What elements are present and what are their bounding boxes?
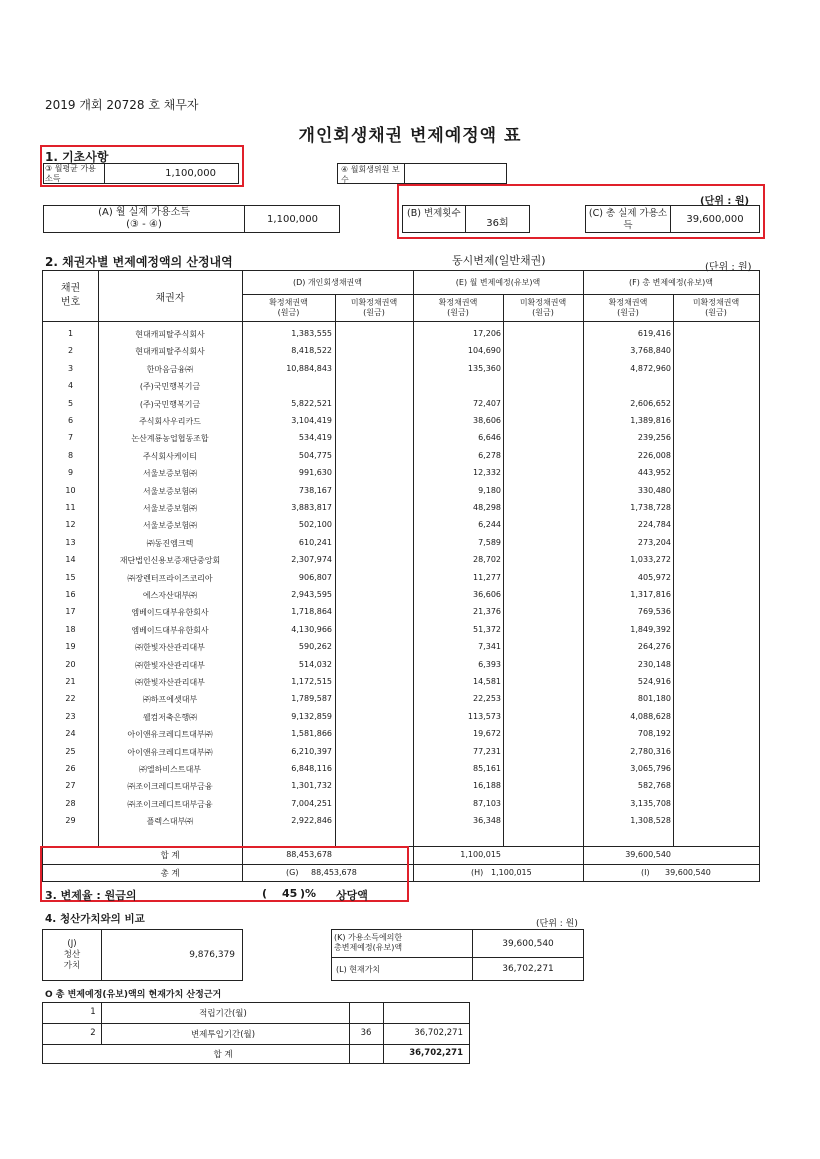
sum-f: 39,600,540 [625, 850, 671, 859]
monthly-income-box [43, 163, 239, 184]
unit-label-2: (단위 : 원) [705, 262, 752, 273]
row-f-confirmed: 1,849,392 [630, 624, 671, 634]
total-h-prefix: (H) [471, 868, 484, 877]
table-row [43, 468, 759, 485]
a-value: 1,100,000 [267, 214, 318, 225]
row-no: 3 [67, 363, 74, 373]
present-value-basis-table [42, 1002, 470, 1064]
row-e-confirmed: 77,231 [473, 746, 501, 756]
table-row [43, 816, 759, 833]
row-d-confirmed: 7,004,251 [291, 798, 332, 808]
basis-row-1-label: 적립기간(월) [199, 1009, 247, 1019]
b-label: (B) 변제횟수 [407, 208, 461, 219]
row-no: 24 [65, 729, 76, 739]
row-creditor: 주식회사케이티 [142, 451, 198, 461]
row-f-confirmed: 230,148 [637, 659, 671, 669]
section1-heading: 1. 기초사항 [45, 150, 109, 164]
table-row [43, 520, 759, 537]
section4-heading: 4. 청산가치와의 비교 [45, 913, 145, 925]
row-f-confirmed: 1,738,728 [630, 503, 671, 512]
case-number-line: 2019 개회 20728 호 채무자 [45, 98, 199, 112]
row-creditor: 엠베이드대부유한회사 [131, 625, 209, 635]
col-header-creditor: 채권자 [155, 292, 185, 304]
table-row [43, 677, 759, 694]
row-e-confirmed: 104,690 [467, 346, 501, 356]
row-no: 16 [65, 590, 76, 599]
row-no: 27 [65, 781, 76, 791]
k-value: 39,600,540 [502, 939, 554, 949]
row-f-confirmed: 224,784 [637, 520, 671, 530]
row-f-confirmed: 264,276 [637, 642, 671, 652]
row-creditor: (주)국민행복기금 [139, 399, 201, 409]
row-d-confirmed: 738,167 [298, 485, 332, 495]
table-row [43, 607, 759, 624]
row-e-confirmed: 38,606 [473, 416, 501, 425]
row-d-confirmed: 2,943,595 [291, 590, 332, 599]
table-row [43, 660, 759, 677]
row-no: 6 [67, 416, 74, 425]
row-no: 14 [65, 555, 76, 565]
j-label: (J) 청산 가치 [63, 938, 81, 971]
repayment-rate-label: 3. 변제율 : 원금의 [45, 889, 137, 902]
row-f-confirmed: 2,606,652 [630, 398, 671, 408]
table-row [43, 433, 759, 450]
row-no: 10 [65, 485, 76, 495]
row-f-confirmed: 405,972 [637, 572, 671, 582]
row-e-confirmed: 9,180 [478, 485, 501, 495]
unit-label-1: (단위 : 원) [700, 196, 750, 207]
table-row [43, 416, 759, 433]
row-creditor: 웰컴저축은행㈜ [142, 712, 198, 722]
row-e-confirmed: 87,103 [473, 798, 501, 808]
row-d-confirmed: 534,419 [298, 433, 332, 443]
row-creditor: (주)국민행복기금 [139, 382, 201, 392]
table-row [43, 381, 759, 398]
total-i-prefix: (I) [641, 868, 650, 877]
monthly-income-value: 1,100,000 [165, 168, 216, 179]
monthly-income-label: ③ 월평균 가용소득 [45, 164, 96, 183]
table-row [43, 503, 759, 520]
basis-sum-value: 36,702,271 [409, 1048, 463, 1058]
row-f-confirmed: 708,192 [637, 729, 671, 739]
row-e-confirmed: 16,188 [473, 781, 501, 791]
table-row [43, 712, 759, 729]
basis-row-2-value: 36,702,271 [414, 1028, 463, 1038]
a-label: (A) 월 실제 가용소득 (③ - ④) [98, 207, 190, 230]
row-e-confirmed: 48,298 [473, 503, 501, 512]
row-e-confirmed: 51,372 [473, 624, 501, 634]
row-e-confirmed: 6,244 [478, 520, 501, 530]
col-header-f: (F) 총 변제예정(유보)액 [629, 278, 713, 287]
c-value: 39,600,000 [686, 214, 744, 225]
page-title: 개인회생채권 변제예정액 표 [298, 126, 522, 146]
row-d-confirmed: 2,307,974 [291, 555, 332, 565]
row-no: 9 [67, 468, 74, 478]
l-value: 36,702,271 [502, 964, 554, 974]
section2-heading: 2. 채권자별 변제예정액의 산정내역 [45, 255, 233, 269]
row-d-confirmed: 1,383,555 [291, 329, 332, 338]
row-d-confirmed: 1,172,515 [291, 677, 332, 686]
table-row [43, 799, 759, 816]
table-row [43, 555, 759, 572]
row-d-confirmed: 3,104,419 [291, 416, 332, 425]
row-f-confirmed: 443,952 [637, 468, 671, 478]
row-creditor: 한마음금융㈜ [146, 364, 194, 374]
row-f-confirmed: 3,135,708 [630, 798, 671, 808]
sub-header-d-confirmed: 확정채권액 (원금) [269, 297, 308, 317]
row-f-confirmed: 582,768 [637, 781, 671, 791]
row-f-confirmed: 330,480 [637, 485, 671, 495]
row-creditor: ㈜조이크레디트대부금융 [127, 799, 213, 809]
repayment-rate-open: ( [262, 887, 268, 900]
row-d-confirmed: 6,848,116 [291, 764, 332, 773]
table-row [43, 764, 759, 781]
row-creditor: 서울보증보험㈜ [142, 521, 198, 531]
sub-header-f-confirmed: 확정채권액 (원금) [608, 297, 648, 317]
row-e-confirmed: 21,376 [473, 607, 501, 617]
table-row [43, 642, 759, 659]
row-f-confirmed: 2,780,316 [630, 746, 671, 756]
row-d-confirmed: 502,100 [298, 520, 332, 530]
row-f-confirmed: 239,256 [637, 433, 671, 443]
row-creditor: ㈜한빛자산관리대부 [135, 643, 205, 653]
row-f-confirmed: 1,033,272 [630, 555, 671, 565]
row-e-confirmed: 36,606 [473, 590, 501, 599]
row-e-confirmed: 6,646 [478, 433, 501, 443]
table-row [43, 486, 759, 503]
commissioner-fee-label: ④ 월회생위원 보수 [341, 165, 400, 184]
row-no: 2 [67, 346, 74, 356]
row-no: 18 [65, 624, 76, 634]
row-no: 1 [67, 329, 74, 338]
col-header-no: 채권 번호 [60, 283, 81, 308]
table-row [43, 346, 759, 363]
row-no: 20 [65, 659, 76, 669]
row-d-confirmed: 3,883,817 [291, 503, 332, 512]
row-d-confirmed: 991,630 [298, 468, 332, 478]
row-f-confirmed: 769,536 [637, 607, 671, 617]
row-creditor: 에스자산대부㈜ [142, 591, 198, 600]
row-e-confirmed: 72,407 [473, 398, 501, 408]
basis-row-1-no: 1 [90, 1007, 96, 1017]
sub-header-f-unconfirmed: 미확정채권액 (원금) [692, 297, 740, 317]
basis-sum-label: 합 계 [213, 1050, 233, 1060]
total-h: 1,100,015 [491, 868, 532, 877]
sub-header-e-unconfirmed: 미확정채권액 (원금) [519, 297, 567, 317]
row-f-confirmed: 524,916 [637, 677, 671, 686]
table-row [43, 694, 759, 711]
row-f-confirmed: 4,872,960 [630, 363, 671, 373]
row-e-confirmed: 7,589 [478, 537, 501, 547]
row-d-confirmed: 5,822,521 [291, 398, 332, 408]
row-f-confirmed: 4,088,628 [630, 711, 671, 721]
table-row [43, 625, 759, 642]
row-d-confirmed: 906,807 [298, 572, 332, 582]
sum-e: 1,100,015 [460, 850, 501, 859]
row-e-confirmed: 135,360 [467, 363, 501, 373]
row-creditor: ㈜조이크레디트대부금융 [127, 782, 213, 792]
row-f-confirmed: 1,317,816 [630, 590, 671, 599]
row-no: 25 [65, 746, 76, 756]
row-no: 12 [65, 520, 76, 530]
row-d-confirmed: 4,130,966 [291, 624, 332, 634]
table-row [43, 329, 759, 346]
row-f-confirmed: 226,008 [637, 450, 671, 460]
row-no: 22 [65, 694, 76, 704]
table-row [43, 538, 759, 555]
row-e-confirmed: 7,341 [478, 642, 501, 652]
row-no: 19 [65, 642, 76, 652]
table-row [43, 399, 759, 416]
row-creditor: 현대캐피탈주식회사 [135, 347, 205, 357]
unit-label-4: (단위 : 원) [536, 919, 578, 929]
row-e-confirmed: 6,278 [478, 450, 501, 460]
row-no: 5 [67, 398, 74, 408]
row-e-confirmed: 113,573 [467, 711, 501, 721]
row-d-confirmed: 504,775 [298, 450, 332, 460]
section5-heading: O 총 변제예정(유보)액의 현재가치 산정근거 [45, 990, 222, 1000]
box-a [43, 205, 340, 233]
liquidation-value-box [42, 929, 243, 981]
row-creditor: ㈜한빛자산관리대부 [135, 660, 205, 670]
row-d-confirmed: 1,789,587 [291, 694, 332, 704]
row-no: 4 [67, 381, 74, 391]
table-row [43, 573, 759, 590]
box-c [585, 205, 760, 233]
total-g-prefix: (G) [286, 868, 299, 877]
row-no: 11 [65, 503, 76, 512]
row-creditor: 아이앤유크레디트대부㈜ [127, 747, 213, 757]
row-e-confirmed: 19,672 [473, 729, 501, 739]
row-f-confirmed: 1,389,816 [630, 416, 671, 425]
row-no: 29 [65, 816, 76, 826]
b-value: 36회 [486, 218, 509, 229]
table-row [43, 781, 759, 798]
box-b [402, 205, 530, 233]
row-creditor: 논산계룡농업협동조합 [131, 434, 209, 444]
row-e-confirmed: 12,332 [473, 468, 501, 478]
row-creditor: 재단법인신용보증재단중앙회 [119, 556, 221, 566]
total-g: 88,453,678 [311, 868, 357, 877]
row-creditor: 아이앤유크레디트대부㈜ [127, 730, 213, 740]
row-f-confirmed: 1,308,528 [630, 816, 671, 826]
table-row [43, 729, 759, 746]
row-d-confirmed: 1,581,866 [291, 729, 332, 739]
row-creditor: 현대캐피탈주식회사 [135, 330, 205, 339]
row-d-confirmed: 8,418,522 [291, 346, 332, 356]
j-value: 9,876,379 [189, 950, 235, 960]
row-no: 17 [65, 607, 76, 617]
row-creditor: 서울보증보험㈜ [142, 486, 198, 496]
row-creditor: 플렉스대부㈜ [146, 817, 194, 827]
row-d-confirmed: 2,922,846 [291, 816, 332, 826]
total-label: 총 계 [160, 868, 180, 879]
table-row [43, 364, 759, 381]
k-label: (K) 가용소득에의한 총변제예정(유보)액 [334, 933, 403, 952]
row-f-confirmed: 619,416 [637, 329, 671, 338]
col-header-d: (D) 개인회생채권액 [292, 278, 363, 287]
row-creditor: ㈜한빛자산관리대부 [135, 678, 205, 687]
row-creditor: 엠베이드대부유한회사 [131, 608, 209, 618]
row-no: 23 [65, 711, 76, 721]
row-no: 8 [67, 450, 74, 460]
row-creditor: ㈜엘하비스트대부 [138, 765, 202, 774]
row-no: 15 [65, 572, 76, 582]
basis-row-2-label: 변제투입기간(월) [190, 1030, 256, 1040]
row-creditor: ㈜장렌터프라이즈코리아 [127, 573, 213, 583]
creditor-table [42, 270, 760, 882]
creditor-rows [43, 321, 759, 846]
l-label: (L) 현재가치 [336, 965, 381, 974]
sub-header-d-unconfirmed: 미확정채권액 (원금) [350, 297, 398, 317]
row-d-confirmed: 9,132,859 [291, 711, 332, 721]
row-creditor: ㈜동진엠크텍 [146, 538, 194, 548]
row-creditor: 주식회사우리카드 [139, 417, 201, 426]
table-row [43, 451, 759, 468]
table-row [43, 747, 759, 764]
row-e-confirmed: 22,253 [473, 694, 501, 704]
total-i: 39,600,540 [665, 868, 711, 877]
row-d-confirmed: 6,210,397 [291, 746, 332, 756]
row-no: 21 [65, 677, 76, 686]
col-header-e: (E) 월 변제예정(유보)액 [455, 278, 541, 287]
row-e-confirmed: 14,581 [473, 677, 501, 686]
row-f-confirmed: 801,180 [637, 694, 671, 704]
repayment-rate-value: 45 [282, 887, 298, 900]
section2-subtitle: 동시변제(일반채권) [452, 254, 546, 267]
commissioner-fee-box [337, 163, 507, 184]
row-f-confirmed: 273,204 [637, 537, 671, 547]
repayment-rate-close: )% [300, 887, 317, 900]
row-d-confirmed: 1,301,732 [291, 781, 332, 791]
sum-label: 합 계 [160, 851, 180, 861]
row-f-confirmed: 3,065,796 [630, 764, 671, 773]
row-e-confirmed: 6,393 [478, 659, 501, 669]
basis-row-2-no: 2 [90, 1028, 96, 1038]
row-creditor: 서울보증보험㈜ [142, 504, 198, 513]
row-no: 7 [67, 433, 74, 443]
row-creditor: ㈜하프에셋대부 [142, 695, 198, 705]
c-label: (C) 총 실제 가용소득 [588, 208, 668, 231]
table-row [43, 590, 759, 607]
present-value-box [331, 929, 584, 981]
sub-header-e-confirmed: 확정채권액 (원금) [438, 297, 478, 317]
row-d-confirmed: 10,884,843 [286, 363, 332, 373]
basis-row-2-months: 36 [360, 1028, 372, 1038]
sum-d: 88,453,678 [286, 850, 332, 859]
row-d-confirmed: 1,718,864 [291, 607, 332, 617]
row-creditor: 서울보증보험㈜ [142, 469, 198, 479]
row-e-confirmed: 36,348 [473, 816, 501, 826]
row-no: 28 [65, 798, 76, 808]
row-e-confirmed: 85,161 [473, 764, 501, 773]
row-e-confirmed: 28,702 [473, 555, 501, 565]
row-f-confirmed: 3,768,840 [630, 346, 671, 356]
row-d-confirmed: 610,241 [298, 537, 332, 547]
row-no: 13 [65, 537, 76, 547]
repayment-rate-suffix: 상당액 [336, 889, 368, 902]
row-e-confirmed: 11,277 [473, 572, 501, 582]
row-e-confirmed: 17,206 [473, 329, 501, 338]
row-no: 26 [65, 764, 76, 773]
row-d-confirmed: 514,032 [298, 659, 332, 669]
row-d-confirmed: 590,262 [298, 642, 332, 652]
